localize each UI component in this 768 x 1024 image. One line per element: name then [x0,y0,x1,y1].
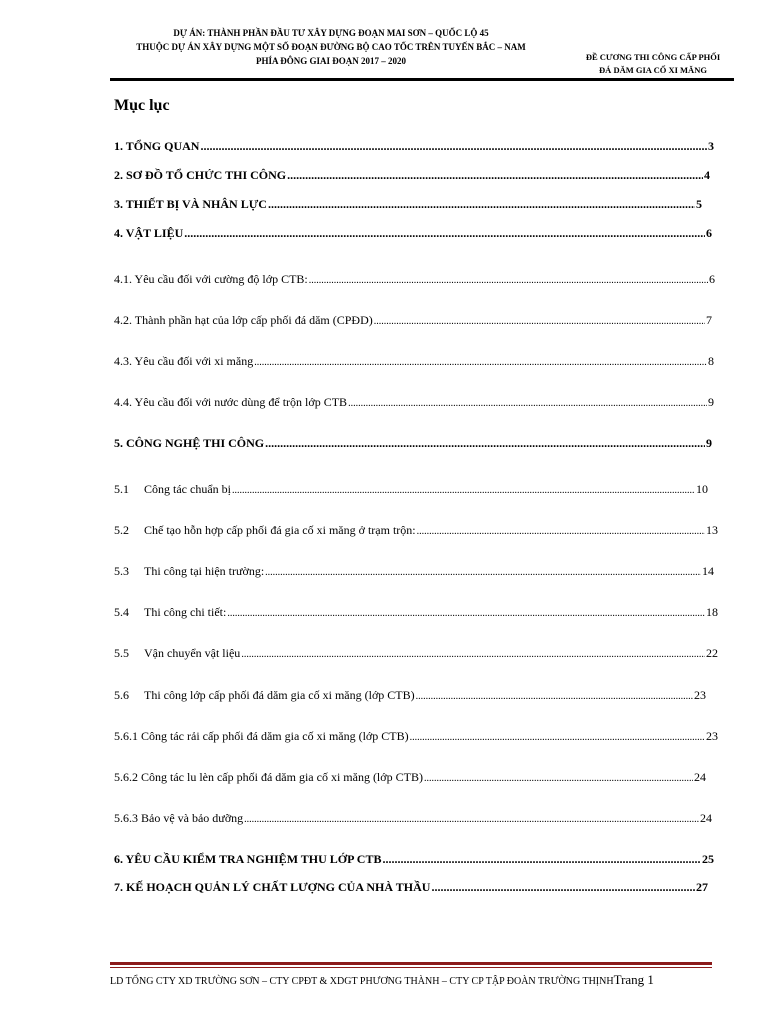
toc-entry-5-6-3[interactable] [114,811,712,826]
toc-entry-5-3[interactable] [114,564,714,579]
toc-title: Mục lục [114,97,170,114]
toc-leader [424,770,693,785]
toc-leader [287,168,703,183]
toc-entry-page: 13 [706,523,718,537]
toc-leader [309,272,708,287]
toc-entry-page: 7 [706,313,712,327]
footer-divider [110,962,712,965]
toc-entry-7[interactable] [114,880,708,895]
toc-entry-5-2[interactable] [114,523,718,538]
toc-entry-number: 5.5 [114,646,129,660]
document-subject-line: ĐÁ DĂM GIA CỐ XI MĂNG [599,65,707,75]
toc-leader [241,646,705,661]
toc-entry-label: Thi công lớp cấp phối đá dăm gia cố xi măng (lớp CTB) [144,688,415,702]
header-divider [110,78,734,81]
document-subject [578,51,728,77]
toc-entry-label: 4.1. Yêu cầu đối với cường độ lớp CTB: [114,272,308,286]
toc-leader [265,436,705,451]
toc-entry-page: 8 [708,354,714,368]
toc-entry-label: 4.3. Yêu cầu đối với xi măng [114,354,254,368]
toc-entry-label: Công tác chuẩn bị [144,482,231,496]
toc-entry-number: 5.2 [114,523,129,537]
toc-entry-4-1[interactable] [114,272,715,287]
toc-entry-label: 5.6.2 Công tác lu lèn cấp phối đá dăm gia cố xi măng (lớp CTB) [114,770,423,784]
toc-entry-number: 5.4 [114,605,129,619]
footer-company-text: LD TỔNG CTY XD TRƯỜNG SƠN – CTY CPĐT & XDGT PHƯƠNG THÀNH – CTY CP TẬP ĐOÀN TRƯỜNG THỊNH [110,976,614,987]
toc-entry-5-4[interactable] [114,605,718,620]
toc-entry-page: 3 [708,139,714,153]
toc-entry-page: 14 [702,564,714,578]
project-title [106,26,556,68]
toc-entry-label: 3. THIẾT BỊ VÀ NHÂN LỰC [114,197,267,211]
toc-entry-label: Chế tạo hỗn hợp cấp phối đá gia cố xi măng ở trạm trộn: [144,523,416,537]
toc-entry-label: 4. VẬT LIỆU [114,226,184,240]
toc-entry-label: 4.4. Yêu cầu đối với nước dùng để trộn lớp CTB [114,395,348,409]
toc-entry-page: 24 [694,770,706,784]
toc-entry-label: Thi công chi tiết: [144,605,227,619]
toc-leader [416,688,693,703]
toc-entry-6[interactable] [114,852,714,867]
toc-leader [382,852,701,867]
project-title-line: PHÍA ĐÔNG GIAI ĐOẠN 2017 – 2020 [255,56,406,66]
toc-entry-page: 23 [706,729,718,743]
toc-leader [410,729,705,744]
project-title-line: THUỘC DỰ ÁN XÂY DỰNG MỘT SỐ ĐOẠN ĐƯỜNG BỘ CAO TỐC TRÊN TUYẾN BẮC – NAM [136,42,526,52]
toc-entry-5-1[interactable] [114,482,708,497]
document-header [0,26,768,86]
toc-leader [265,564,701,579]
toc-entry-4-4[interactable] [114,395,714,410]
toc-entry-4[interactable] [114,226,712,241]
toc-entry-label: 5.6.3 Bảo vệ và bảo dưỡng [114,811,244,825]
toc-entry-label: 4.2. Thành phần hạt của lớp cấp phối đá dăm (CPĐD) [114,313,373,327]
toc-leader [254,354,707,369]
toc-leader [227,605,705,620]
toc-leader [244,811,699,826]
project-title-line: DỰ ÁN: THÀNH PHẦN ĐẦU TƯ XÂY DỰNG ĐOẠN MAI SƠN – QUỐC LỘ 45 [173,28,489,38]
toc-entry-4-2[interactable] [114,313,712,328]
toc-entry-number: 5.1 [114,482,129,496]
toc-entry-page: 5 [696,197,702,211]
toc-entry-page: 4 [704,168,710,182]
toc-leader [268,197,695,212]
toc-entry-label: 5. CÔNG NGHỆ THI CÔNG [114,436,265,450]
toc-entry-label: 5.6.1 Công tác rải cấp phối đá dăm gia cố xi măng (lớp CTB) [114,729,409,743]
toc-entry-5[interactable] [114,436,712,451]
toc-leader [232,482,695,497]
toc-entry-label: 7. KẾ HOẠCH QUẢN LÝ CHẤT LƯỢNG CỦA NHÀ THẦU [114,880,431,894]
toc-entry-page: 25 [702,852,714,866]
toc-entry-page: 9 [708,395,714,409]
toc-entry-label: Thi công tại hiện trường: [144,564,265,578]
document-subject-line: ĐỀ CƯƠNG THI CÔNG CẤP PHỐI [585,52,721,62]
footer-divider-thin [110,967,712,968]
toc-entry-label: 1. TỔNG QUAN [114,139,200,153]
toc-entry-label: Vận chuyển vật liệu [144,646,241,660]
toc-entry-page: 6 [706,226,712,240]
toc-entry-5-6-2[interactable] [114,770,706,785]
toc-leader [348,395,707,410]
toc-entry-3[interactable] [114,197,702,212]
page-number: Trang 1 [613,972,654,987]
toc-entry-page: 23 [694,688,706,702]
toc-leader [417,523,705,538]
toc-leader [431,880,695,895]
toc-entry-page: 24 [700,811,712,825]
toc-entry-number: 5.6 [114,688,129,702]
toc-entry-2[interactable] [114,168,710,183]
toc-entry-page: 6 [709,272,715,286]
toc-entry-1[interactable] [114,139,714,154]
toc-entry-5-5[interactable] [114,646,718,661]
toc-entry-page: 10 [696,482,708,496]
toc-entry-page: 22 [706,646,718,660]
toc-leader [374,313,705,328]
toc-entry-5-6[interactable] [114,688,706,703]
footer [110,972,654,988]
toc-entry-page: 27 [696,880,708,894]
toc-entry-label: 6. YÊU CẦU KIỂM TRA NGHIỆM THU LỚP CTB [114,852,382,866]
toc-leader [200,139,707,154]
toc-entry-4-3[interactable] [114,354,714,369]
toc-leader [184,226,705,241]
toc-entry-page: 18 [706,605,718,619]
toc-entry-number: 5.3 [114,564,129,578]
toc-entry-5-6-1[interactable] [114,729,718,744]
toc-entry-page: 9 [706,436,712,450]
toc-entry-label: 2. SƠ ĐỒ TỔ CHỨC THI CÔNG [114,168,287,182]
